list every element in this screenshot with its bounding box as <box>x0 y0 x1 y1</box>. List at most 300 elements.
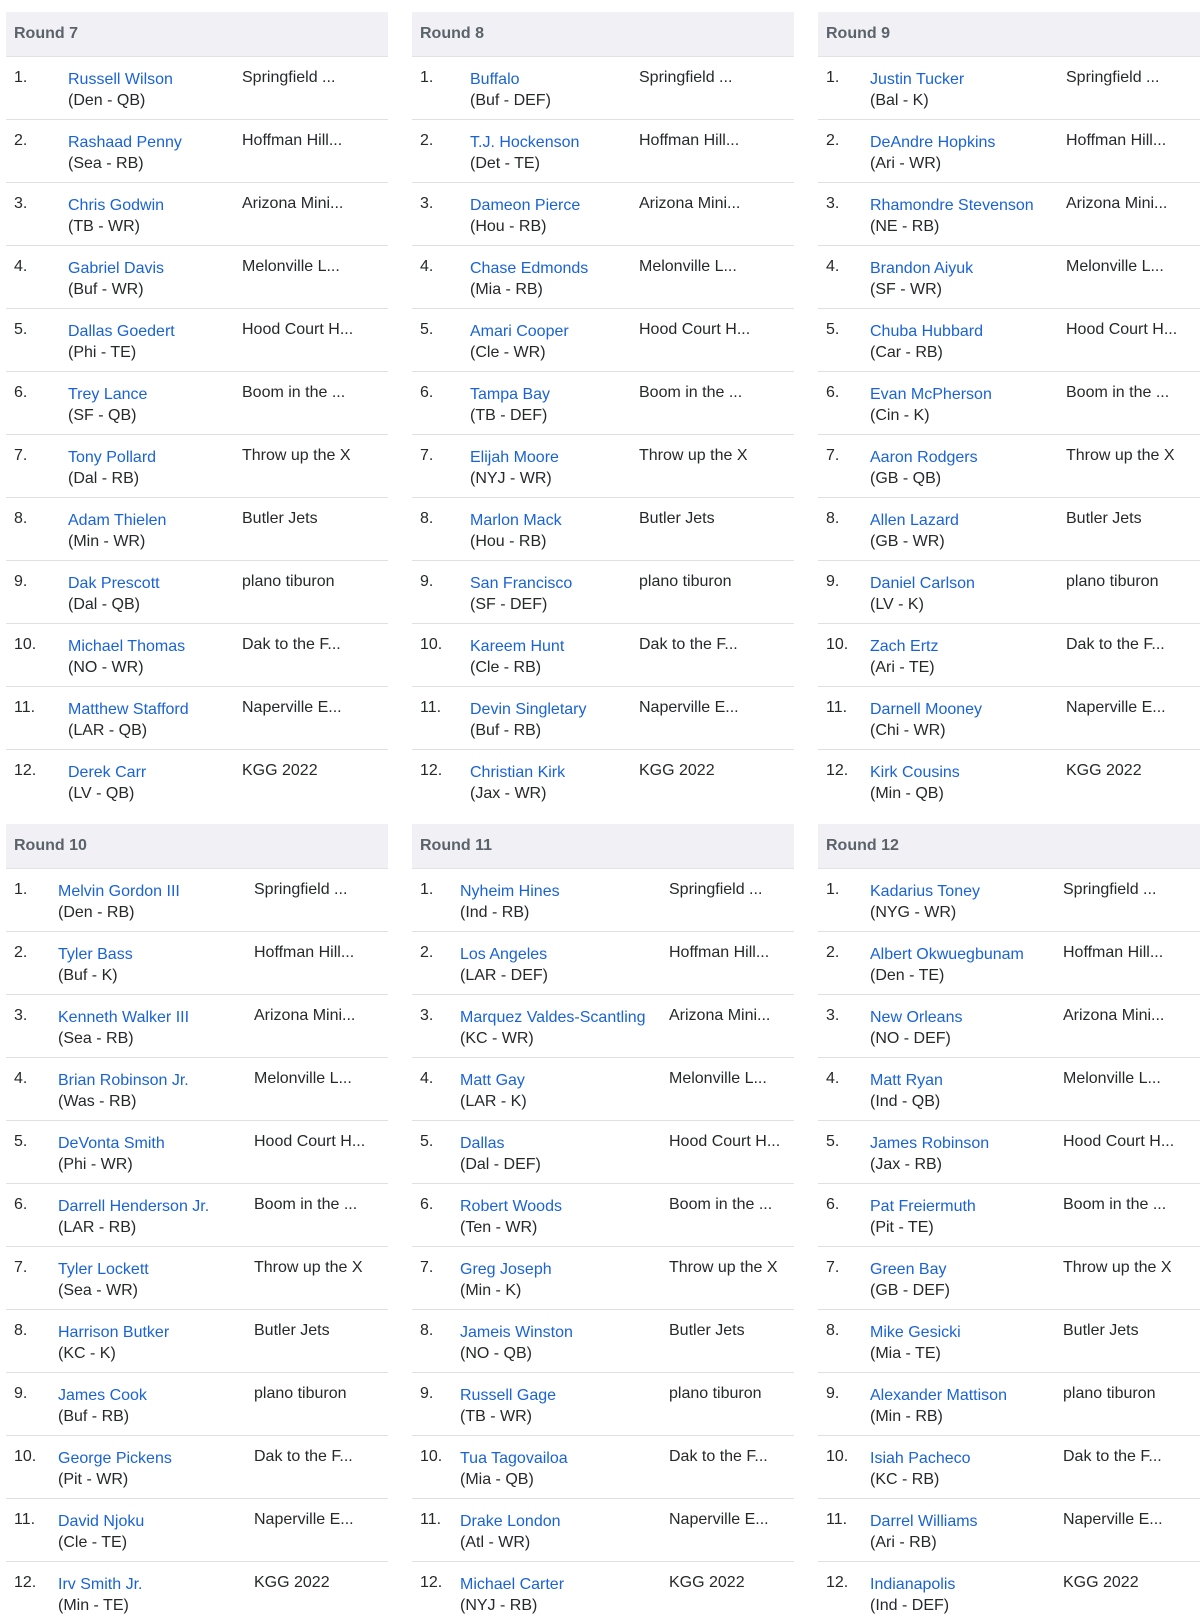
player-name-link[interactable]: Allen Lazard <box>870 512 959 529</box>
fantasy-team-name: Hood Court H... <box>1066 321 1178 338</box>
player-name-link[interactable]: Matthew Stafford <box>68 701 189 718</box>
fantasy-team-name: Dak to the F... <box>1063 1448 1162 1465</box>
player-name-link[interactable]: Daniel Carlson <box>870 575 975 592</box>
player-name-link[interactable]: Mike Gesicki <box>870 1324 961 1341</box>
player-cell <box>58 1070 189 1112</box>
player-cell <box>870 1448 971 1490</box>
pick-number: 3. <box>14 195 28 212</box>
pick-number: 3. <box>826 195 840 212</box>
pick-number: 7. <box>826 447 840 464</box>
player-name-link[interactable]: Zach Ertz <box>870 638 939 655</box>
player-team-position: (Dal - DEF) <box>460 1156 541 1173</box>
player-name-link[interactable]: George Pickens <box>58 1450 172 1467</box>
pick-row <box>412 372 794 435</box>
pick-number: 5. <box>14 321 28 338</box>
pick-number: 10. <box>14 636 37 653</box>
pick-number: 6. <box>826 1196 840 1213</box>
player-team-position: (Was - RB) <box>58 1093 137 1110</box>
pick-number: 9. <box>826 573 840 590</box>
player-name-link[interactable]: Michael Thomas <box>68 638 186 655</box>
player-team-position: (Sea - RB) <box>68 155 144 172</box>
pick-row <box>412 246 794 309</box>
player-team-position: (Den - TE) <box>870 967 945 984</box>
fantasy-team-name: Dak to the F... <box>254 1448 353 1465</box>
pick-number: 11. <box>420 1511 442 1528</box>
pick-row <box>412 1310 794 1373</box>
player-team-position: (NO - DEF) <box>870 1030 951 1047</box>
pick-row <box>6 183 388 246</box>
player-team-position: (Cle - TE) <box>58 1534 128 1551</box>
player-team-position: (LV - QB) <box>68 785 135 802</box>
player-team-position: (LAR - QB) <box>68 722 148 739</box>
round-title: Round 9 <box>818 12 1200 57</box>
player-team-position: (Min - WR) <box>68 533 146 550</box>
pick-row <box>6 498 388 561</box>
player-name-link[interactable]: Russell Wilson <box>68 71 173 88</box>
player-name-link[interactable]: Matt Gay <box>460 1072 525 1089</box>
pick-row <box>818 1121 1200 1184</box>
pick-number: 5. <box>420 321 434 338</box>
fantasy-team-name: Throw up the X <box>1066 447 1175 464</box>
player-team-position: (Ari - TE) <box>870 659 935 676</box>
player-cell <box>870 1259 950 1301</box>
player-name-link[interactable]: Tyler Bass <box>58 946 133 963</box>
player-cell <box>58 1574 142 1616</box>
player-name-link[interactable]: Pat Freiermuth <box>870 1198 976 1215</box>
player-name-link[interactable]: James Cook <box>58 1387 147 1404</box>
player-name-link[interactable]: Gabriel Davis <box>68 260 165 277</box>
pick-number: 9. <box>14 573 28 590</box>
player-name-link[interactable]: Green Bay <box>870 1261 947 1278</box>
player-cell <box>470 699 587 741</box>
player-name-link[interactable]: Devin Singletary <box>470 701 587 718</box>
fantasy-team-name: Hood Court H... <box>639 321 751 338</box>
pick-row <box>818 309 1200 372</box>
player-name-link[interactable]: Darnell Mooney <box>870 701 983 718</box>
pick-row <box>818 120 1200 183</box>
player-team-position: (Phi - WR) <box>58 1156 133 1173</box>
player-cell <box>870 573 975 615</box>
pick-number: 7. <box>420 447 434 464</box>
pick-row <box>412 435 794 498</box>
player-team-position: (GB - WR) <box>870 533 945 550</box>
pick-row <box>412 687 794 750</box>
fantasy-team-name: plano tiburon <box>1063 1385 1156 1402</box>
player-team-position: (Min - QB) <box>870 785 944 802</box>
player-cell <box>68 321 175 363</box>
player-name-link[interactable]: Dak Prescott <box>68 575 160 592</box>
pick-number: 4. <box>826 1070 840 1087</box>
pick-number: 10. <box>420 1448 443 1465</box>
player-cell <box>58 1322 169 1364</box>
round-title: Round 7 <box>6 12 388 57</box>
pick-row <box>412 1436 794 1499</box>
player-team-position: (Buf - RB) <box>58 1408 130 1425</box>
player-name-link[interactable]: Rashaad Penny <box>68 134 182 151</box>
round-title: Round 10 <box>6 824 388 869</box>
player-cell <box>870 258 973 300</box>
player-name-link[interactable]: Tampa Bay <box>470 386 551 403</box>
player-name-link[interactable]: Harrison Butker <box>58 1324 170 1341</box>
player-name-link[interactable]: Los Angeles <box>460 946 548 963</box>
pick-row <box>6 1058 388 1121</box>
player-cell <box>870 321 983 363</box>
player-team-position: (KC - K) <box>58 1345 116 1362</box>
player-name-link[interactable]: Darrel Williams <box>870 1513 978 1530</box>
player-name-link[interactable]: Darrell Henderson Jr. <box>58 1198 210 1215</box>
player-cell <box>470 195 580 237</box>
player-cell <box>58 1259 149 1301</box>
player-name-link[interactable]: David Njoku <box>58 1513 145 1530</box>
player-team-position: (NO - QB) <box>460 1345 532 1362</box>
fantasy-team-name: KGG 2022 <box>242 762 318 779</box>
pick-row <box>412 1184 794 1247</box>
pick-row <box>6 624 388 687</box>
player-team-position: (Hou - RB) <box>470 218 547 235</box>
pick-row <box>6 687 388 750</box>
player-team-position: (LAR - RB) <box>58 1219 137 1236</box>
player-cell <box>460 1007 646 1049</box>
player-name-link[interactable]: Tyler Lockett <box>58 1261 149 1278</box>
player-team-position: (Ari - RB) <box>870 1534 937 1551</box>
player-cell <box>68 699 189 741</box>
player-name-link[interactable]: Robert Woods <box>460 1198 562 1215</box>
pick-number: 3. <box>826 1007 840 1024</box>
player-cell <box>68 636 185 678</box>
pick-number: 12. <box>420 762 443 779</box>
fantasy-team-name: Naperville E... <box>242 699 342 716</box>
player-name-link[interactable]: James Robinson <box>870 1135 990 1152</box>
player-name-link[interactable]: DeAndre Hopkins <box>870 134 996 151</box>
player-cell <box>870 384 992 426</box>
fantasy-team-name: Boom in the ... <box>254 1196 358 1213</box>
player-team-position: (Det - TE) <box>470 155 540 172</box>
fantasy-team-name: Melonville L... <box>254 1070 352 1087</box>
pick-number: 6. <box>14 384 28 401</box>
player-team-position: (Sea - WR) <box>58 1282 138 1299</box>
fantasy-team-name: Springfield ... <box>639 69 733 86</box>
player-name-link[interactable]: Kareem Hunt <box>470 638 565 655</box>
player-cell <box>470 573 572 615</box>
player-team-position: (KC - RB) <box>870 1471 940 1488</box>
player-name-link[interactable]: Buffalo <box>470 71 520 88</box>
player-team-position: (Buf - K) <box>58 967 118 984</box>
pick-row <box>412 498 794 561</box>
fantasy-team-name: Arizona Mini... <box>1066 195 1168 212</box>
pick-number: 7. <box>420 1259 434 1276</box>
fantasy-team-name: plano tiburon <box>242 573 335 590</box>
player-name-link[interactable]: Brandon Aiyuk <box>870 260 974 277</box>
player-cell <box>470 258 588 300</box>
fantasy-team-name: Hoffman Hill... <box>254 944 355 961</box>
pick-row <box>818 1373 1200 1436</box>
pick-number: 9. <box>14 1385 28 1402</box>
player-team-position: (Dal - QB) <box>68 596 140 613</box>
player-team-position: (GB - DEF) <box>870 1282 950 1299</box>
pick-number: 9. <box>420 1385 434 1402</box>
player-name-link[interactable]: San Francisco <box>470 575 573 592</box>
player-name-link[interactable]: Dallas Goedert <box>68 323 175 340</box>
player-cell <box>460 881 560 923</box>
pick-row <box>818 869 1200 932</box>
fantasy-team-name: KGG 2022 <box>1063 1574 1139 1591</box>
player-cell <box>870 447 978 489</box>
pick-row <box>412 624 794 687</box>
player-name-link[interactable]: Albert Okwuegbunam <box>870 946 1024 963</box>
player-name-link[interactable]: Brian Robinson Jr. <box>58 1072 189 1089</box>
player-cell <box>58 1511 144 1553</box>
player-name-link[interactable]: Matt Ryan <box>870 1072 943 1089</box>
pick-number: 8. <box>420 510 434 527</box>
pick-number: 6. <box>826 384 840 401</box>
player-team-position: (Buf - WR) <box>68 281 144 298</box>
player-name-link[interactable]: Chase Edmonds <box>470 260 589 277</box>
pick-number: 2. <box>826 132 840 149</box>
player-name-link[interactable]: New Orleans <box>870 1009 963 1026</box>
fantasy-team-name: KGG 2022 <box>1066 762 1142 779</box>
pick-number: 3. <box>420 1007 434 1024</box>
player-team-position: (Min - TE) <box>58 1597 129 1614</box>
player-name-link[interactable]: Adam Thielen <box>68 512 167 529</box>
player-team-position: (Pit - TE) <box>870 1219 934 1236</box>
pick-number: 11. <box>14 1511 36 1528</box>
fantasy-team-name: Boom in the ... <box>1063 1196 1167 1213</box>
pick-number: 11. <box>826 1511 848 1528</box>
round-panel <box>818 12 1200 812</box>
fantasy-team-name: Springfield ... <box>254 881 348 898</box>
pick-number: 5. <box>420 1133 434 1150</box>
pick-row <box>412 750 794 812</box>
fantasy-team-name: Dak to the F... <box>242 636 341 653</box>
player-cell <box>870 132 995 174</box>
player-name-link[interactable]: Marlon Mack <box>470 512 562 529</box>
player-team-position: (SF - WR) <box>870 281 942 298</box>
pick-row <box>6 1184 388 1247</box>
player-cell <box>870 1196 976 1238</box>
fantasy-team-name: Arizona Mini... <box>639 195 741 212</box>
player-name-link[interactable]: Indianapolis <box>870 1576 956 1593</box>
fantasy-team-name: KGG 2022 <box>639 762 715 779</box>
pick-row <box>412 1373 794 1436</box>
fantasy-team-name: Melonville L... <box>639 258 737 275</box>
player-team-position: (Ari - WR) <box>870 155 942 172</box>
fantasy-team-name: Hoffman Hill... <box>669 944 770 961</box>
player-team-position: (Ind - RB) <box>460 904 530 921</box>
player-cell <box>58 1007 189 1049</box>
player-team-position: (Sea - RB) <box>58 1030 134 1047</box>
player-team-position: (TB - WR) <box>68 218 140 235</box>
player-team-position: (Den - RB) <box>58 904 135 921</box>
pick-row <box>818 561 1200 624</box>
pick-number: 1. <box>826 69 840 86</box>
pick-number: 8. <box>14 1322 28 1339</box>
player-cell <box>460 1511 561 1553</box>
fantasy-team-name: KGG 2022 <box>254 1574 330 1591</box>
player-name-link[interactable]: DeVonta Smith <box>58 1135 165 1152</box>
pick-number: 7. <box>14 447 28 464</box>
fantasy-team-name: Naperville E... <box>1063 1511 1163 1528</box>
pick-number: 1. <box>420 69 434 86</box>
player-cell <box>460 1385 556 1427</box>
fantasy-team-name: Arizona Mini... <box>669 1007 771 1024</box>
pick-row <box>6 1247 388 1310</box>
pick-row <box>818 246 1200 309</box>
pick-number: 4. <box>826 258 840 275</box>
player-name-link[interactable]: Isiah Pacheco <box>870 1450 971 1467</box>
fantasy-team-name: plano tiburon <box>639 573 732 590</box>
pick-row <box>6 869 388 932</box>
pick-row <box>6 1499 388 1562</box>
pick-number: 10. <box>14 1448 37 1465</box>
player-cell <box>68 510 166 552</box>
player-name-link[interactable]: Christian Kirk <box>470 764 566 781</box>
fantasy-team-name: Dak to the F... <box>1066 636 1165 653</box>
pick-number: 4. <box>420 1070 434 1087</box>
player-name-link[interactable]: Justin Tucker <box>870 71 965 88</box>
fantasy-team-name: Springfield ... <box>669 881 763 898</box>
fantasy-team-name: plano tiburon <box>669 1385 762 1402</box>
fantasy-team-name: Butler Jets <box>242 510 318 527</box>
pick-number: 1. <box>14 69 28 86</box>
player-team-position: (SF - DEF) <box>470 596 548 613</box>
player-name-link[interactable]: Evan McPherson <box>870 386 992 403</box>
pick-number: 11. <box>826 699 848 716</box>
pick-row <box>6 120 388 183</box>
player-cell <box>68 132 182 174</box>
pick-number: 10. <box>826 1448 849 1465</box>
pick-number: 6. <box>14 1196 28 1213</box>
fantasy-team-name: Hood Court H... <box>1063 1133 1175 1150</box>
player-cell <box>470 321 569 363</box>
player-team-position: (Cin - K) <box>870 407 930 424</box>
player-name-link[interactable]: Kadarius Toney <box>870 883 980 900</box>
pick-row <box>818 435 1200 498</box>
pick-number: 7. <box>826 1259 840 1276</box>
player-name-link[interactable]: Tony Pollard <box>68 449 157 466</box>
player-name-link[interactable]: Irv Smith Jr. <box>58 1576 143 1593</box>
player-name-link[interactable]: Greg Joseph <box>460 1261 552 1278</box>
player-team-position: (Bal - K) <box>870 92 929 109</box>
player-cell <box>68 384 147 426</box>
pick-number: 2. <box>14 132 28 149</box>
pick-row <box>6 1373 388 1436</box>
player-team-position: (NYJ - RB) <box>460 1597 538 1614</box>
fantasy-team-name: Hood Court H... <box>669 1133 781 1150</box>
player-cell <box>870 195 1034 237</box>
player-name-link[interactable]: Trey Lance <box>68 386 148 403</box>
player-name-link[interactable]: Marquez Valdes-Scantling <box>460 1009 646 1026</box>
player-name-link[interactable]: Jameis Winston <box>460 1324 573 1341</box>
pick-number: 4. <box>14 1070 28 1087</box>
fantasy-team-name: Dak to the F... <box>669 1448 768 1465</box>
pick-row <box>6 1562 388 1624</box>
player-team-position: (Mia - RB) <box>470 281 543 298</box>
player-team-position: (SF - QB) <box>68 407 137 424</box>
pick-number: 12. <box>826 762 849 779</box>
pick-number: 5. <box>826 321 840 338</box>
player-name-link[interactable]: Aaron Rodgers <box>870 449 978 466</box>
player-name-link[interactable]: Chris Godwin <box>68 197 165 214</box>
player-team-position: (TB - DEF) <box>470 407 548 424</box>
fantasy-team-name: Butler Jets <box>1066 510 1142 527</box>
pick-row <box>412 1121 794 1184</box>
player-name-link[interactable]: Kirk Cousins <box>870 764 960 781</box>
pick-row <box>818 750 1200 812</box>
player-cell <box>58 881 180 923</box>
player-name-link[interactable]: Russell Gage <box>460 1387 557 1404</box>
pick-number: 1. <box>826 881 840 898</box>
pick-row <box>412 57 794 120</box>
player-team-position: (NO - WR) <box>68 659 144 676</box>
player-name-link[interactable]: Chuba Hubbard <box>870 323 983 340</box>
player-name-link[interactable]: T.J. Hockenson <box>470 134 580 151</box>
player-name-link[interactable]: Melvin Gordon III <box>58 883 180 900</box>
fantasy-team-name: Hoffman Hill... <box>639 132 740 149</box>
player-cell <box>870 510 959 552</box>
player-name-link[interactable]: Alexander Mattison <box>870 1387 1007 1404</box>
fantasy-team-name: Naperville E... <box>669 1511 769 1528</box>
fantasy-team-name: Hoffman Hill... <box>1066 132 1167 149</box>
pick-row <box>412 1058 794 1121</box>
player-team-position: (Buf - RB) <box>470 722 542 739</box>
player-cell <box>58 1196 209 1238</box>
pick-number: 11. <box>14 699 36 716</box>
pick-row <box>818 372 1200 435</box>
player-name-link[interactable]: Derek Carr <box>68 764 147 781</box>
pick-row <box>818 687 1200 750</box>
player-name-link[interactable]: Kenneth Walker III <box>58 1009 190 1026</box>
pick-row <box>412 1247 794 1310</box>
pick-number: 12. <box>14 762 37 779</box>
player-name-link[interactable]: Dallas <box>460 1135 505 1152</box>
player-cell <box>870 636 938 678</box>
player-cell <box>470 762 565 804</box>
player-name-link[interactable]: Michael Carter <box>460 1576 565 1593</box>
player-team-position: (Hou - RB) <box>470 533 547 550</box>
player-cell <box>460 1574 564 1616</box>
pick-row <box>818 1562 1200 1624</box>
player-team-position: (Min - K) <box>460 1282 522 1299</box>
pick-number: 3. <box>420 195 434 212</box>
player-team-position: (Pit - WR) <box>58 1471 129 1488</box>
player-team-position: (Dal - RB) <box>68 470 140 487</box>
pick-number: 10. <box>826 636 849 653</box>
player-team-position: (Jax - WR) <box>470 785 547 802</box>
fantasy-team-name: Butler Jets <box>639 510 715 527</box>
fantasy-team-name: Boom in the ... <box>669 1196 773 1213</box>
pick-number: 12. <box>14 1574 37 1591</box>
pick-row <box>818 1184 1200 1247</box>
player-name-link[interactable]: Rhamondre Stevenson <box>870 197 1034 214</box>
player-cell <box>470 510 562 552</box>
round-panel <box>6 12 388 812</box>
player-name-link[interactable]: Dameon Pierce <box>470 197 581 214</box>
player-name-link[interactable]: Nyheim Hines <box>460 883 560 900</box>
player-team-position: (Min - RB) <box>870 1408 943 1425</box>
player-name-link[interactable]: Amari Cooper <box>470 323 569 340</box>
player-name-link[interactable]: Elijah Moore <box>470 449 559 466</box>
pick-row <box>412 561 794 624</box>
player-name-link[interactable]: Drake London <box>460 1513 561 1530</box>
fantasy-team-name: Dak to the F... <box>639 636 738 653</box>
player-name-link[interactable]: Tua Tagovailoa <box>460 1450 568 1467</box>
fantasy-team-name: Melonville L... <box>669 1070 767 1087</box>
fantasy-team-name: KGG 2022 <box>669 1574 745 1591</box>
pick-number: 8. <box>14 510 28 527</box>
pick-row <box>412 183 794 246</box>
round-panel <box>6 824 388 1624</box>
pick-row <box>412 120 794 183</box>
